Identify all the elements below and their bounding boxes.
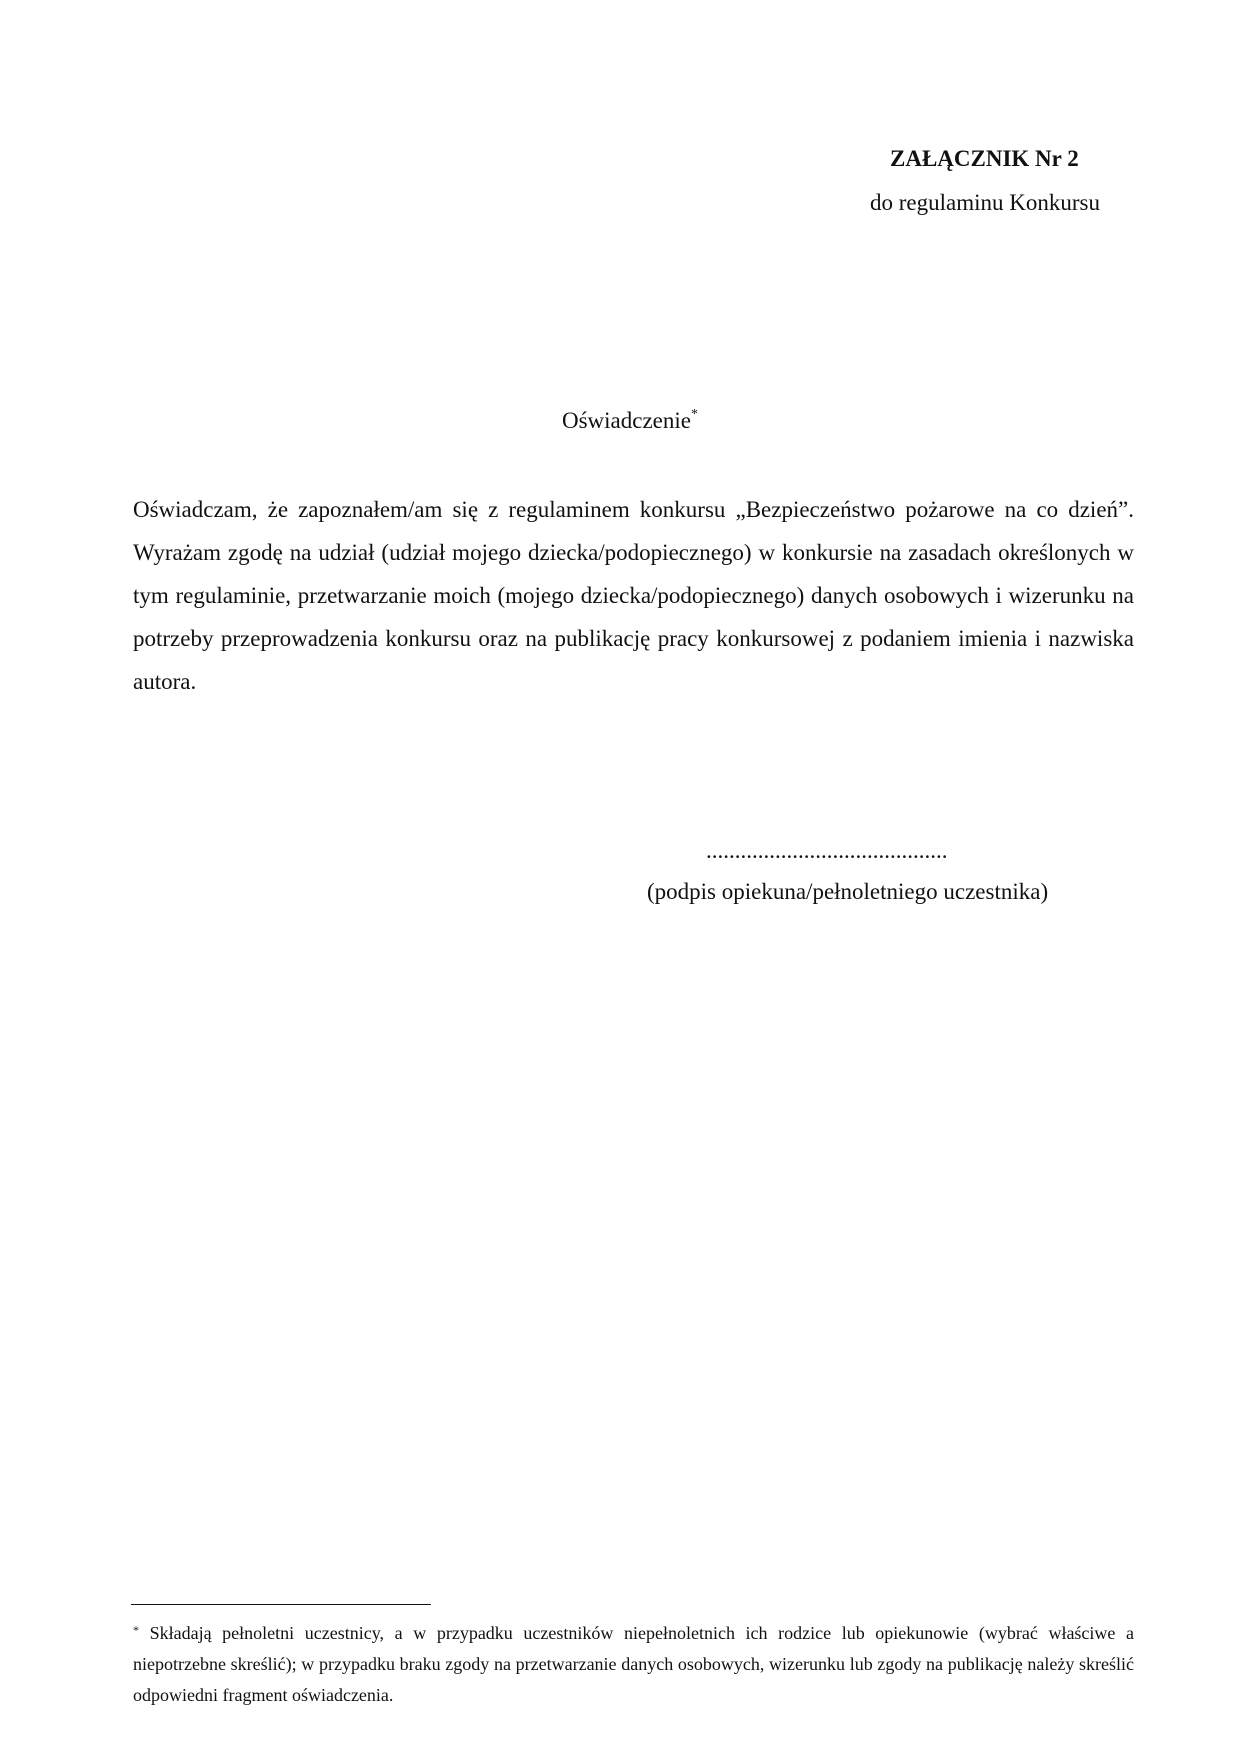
attachment-title: ZAŁĄCZNIK Nr 2 bbox=[890, 146, 1079, 171]
footnote-separator bbox=[131, 1604, 431, 1605]
statement-body: Oświadczam, że zapoznałem/am się z regulaminem konkursu „Bezpieczeństwo pożarowe na co dzień”. Wyrażam zgodę na udział (udział mojego dziecka/podopiecznego) w konkursie na zasadach określonych w tym regulaminie, przetwarzanie moich (mojego dziecka/podopiecznego) danych osobowych i wizerunku na potrzeby przeprowadzenia konkursu oraz na publikację pracy konkursowej z podaniem imienia i nazwiska autora. bbox=[133, 497, 1134, 694]
footnote-text: Składają pełnoletni uczestnicy, a w przypadku uczestników niepełnoletnich ich rodzice lub opiekunowie (wybrać właściwe a niepotrzebne skreślić); w przypadku braku zgody na przetwarzanie danych osobowych, wizerunku lub zgody na publikację należy skreślić odpowiedni fragment oświadczenia. bbox=[133, 1623, 1134, 1705]
signature-caption: (podpis opiekuna/pełnoletniego uczestnika) bbox=[647, 879, 1049, 904]
footnote-reference-marker: * bbox=[691, 407, 698, 422]
attachment-subtitle: do regulaminu Konkursu bbox=[870, 190, 1100, 215]
footnote-marker: * bbox=[133, 1623, 139, 1637]
statement-heading bbox=[562, 406, 698, 436]
footnote bbox=[133, 1618, 1134, 1711]
statement-heading-text: Oświadczenie bbox=[562, 408, 691, 433]
signature-line: .......................................... bbox=[706, 838, 948, 863]
